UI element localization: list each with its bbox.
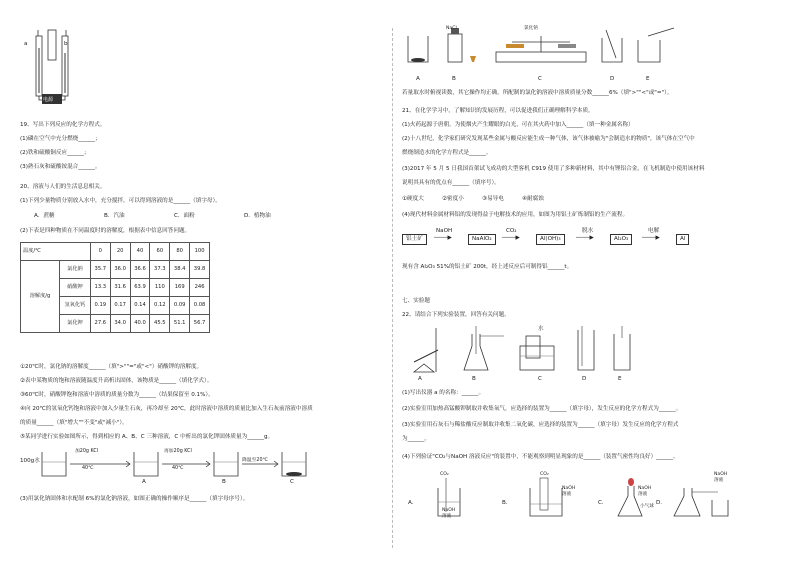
q21-title: 21、在化学学习中，了解知识的发展历程，可以促进我们正确理解科学本质。 — [402, 108, 594, 114]
co2-label-b: CO₂ — [540, 472, 549, 477]
flow-step2: 再加20g KCl — [164, 449, 192, 454]
q22-part3b: 为______。 — [402, 436, 430, 442]
fig-letter-e: E — [646, 76, 650, 82]
table-cell: 0.17 — [110, 297, 130, 315]
substance-name: 氯化钾 — [60, 315, 91, 333]
water-label: 水 — [538, 326, 544, 332]
bottle-label: NaCl — [446, 26, 457, 31]
process-label-electrolysis: 电解 — [648, 228, 660, 234]
co2-option-c: C． — [598, 500, 608, 506]
table-cell: 38.4 — [170, 261, 190, 279]
q20-sub-1: ①20℃时，氯化钠的溶解度______（填">""="或"<"）硝酸钾的溶解度。 — [20, 364, 203, 370]
table-cell: 36.0 — [110, 261, 130, 279]
table-cell: 36.6 — [130, 261, 150, 279]
fig-letter-c: C — [538, 76, 542, 82]
temp-cell: 0 — [90, 243, 110, 261]
table-cell: 0.14 — [130, 297, 150, 315]
q19-item-3: (3)熟石灰和硫酸铵混合______。 — [20, 164, 101, 170]
apparatus-letter-b: B — [472, 376, 476, 382]
fig-letter-a: A — [416, 76, 420, 82]
beaker-label-c: C — [290, 479, 294, 485]
substance-name: 氯化钠 — [60, 261, 91, 279]
q22-part2: (2)实验室用加热高锰酸钾制取并收集氧气，应选择的装置为______（填字母），发生反应的化学方程式为______。 — [402, 406, 682, 412]
q21-option-1: ①硬度大 — [402, 196, 424, 202]
q20-sub-5: ⑤某同学进行实验如图所示，得到相应的 A、B、C 三种溶液，C 中析出的氯化钾固体质量为______g。 — [20, 434, 274, 440]
co2-option-b: B． — [502, 500, 512, 506]
arrow-icon: ────▶ — [502, 235, 520, 241]
temp-cell: 100 — [190, 243, 210, 261]
q20-sub-2: ②表中某物质的饱和溶液随温度升高析出固体，该物质是______（填化学式）。 — [20, 378, 213, 384]
table-cell: 27.6 — [90, 315, 110, 333]
q21-option-2: ②密度小 — [442, 196, 464, 202]
process-node-naalo2: NaAlO₂ — [468, 234, 496, 245]
temp-cell: 40 — [130, 243, 150, 261]
q19-item-2: (2)铁和硫酸铜反应______； — [20, 150, 90, 156]
q20-option-b: B．汽油 — [104, 213, 125, 219]
q21-option-4: ④耐腐蚀 — [522, 196, 544, 202]
temp-cell: 20 — [110, 243, 130, 261]
co2-option-a: A． — [408, 500, 418, 506]
table-cell: 40.0 — [130, 315, 150, 333]
fig-label-a: a — [24, 41, 28, 47]
temp-header: 温度/℃ — [21, 243, 91, 261]
q20-part1: (1)下列少量物质分别放入水中，充分搅拌，可以得到溶液的是______（填字母）。 — [20, 198, 221, 204]
arrow-icon: ────▶ — [434, 235, 452, 241]
apparatus-letter-a: A — [418, 376, 422, 382]
q22-part3a: (3)实验室用石灰石与稀盐酸反应制取并收集二氧化碳，应选择的装置为______（填字母）发生反应的化学方程式 — [402, 422, 679, 428]
q19-title: 19、写出下列反应的化学方程式。 — [20, 122, 106, 128]
q21-tail: 现有含 Al₂O₃ 51%的铝土矿 200t，经上述反应后可制得铝______t。 — [402, 264, 573, 270]
table-cell: 0.12 — [150, 297, 170, 315]
q22-title: 22、请结合下列实验装置，回答有关问题。 — [402, 312, 510, 318]
naoh-label-d: NaOH 溶液 — [714, 472, 728, 483]
solubility-header: 溶解度/g — [21, 261, 60, 333]
table-cell: 34.0 — [110, 315, 130, 333]
flow-step3: 降温至20℃ — [242, 458, 268, 463]
q20-title: 20、溶液与人们的生活息息相关。 — [20, 184, 106, 190]
flow-step1: 加20g KCl — [75, 449, 99, 454]
apparatus-letter-e: E — [618, 376, 622, 382]
q22-part4: (4)下列验证"CO₂与NaOH 溶液反应"的装置中，不能观察到明显现象的是______（装置气密性均良好）______。 — [402, 454, 679, 460]
process-node-aloh3: Al(OH)₃ — [536, 234, 565, 245]
table-cell: 39.8 — [190, 261, 210, 279]
table-row — [21, 243, 210, 261]
apparatus-letter-d: D — [582, 376, 587, 382]
table-cell: 13.3 — [90, 279, 110, 297]
q21-part3b: 说明其具有的优点有______（填序号）。 — [402, 180, 500, 186]
measure-water-line: 若量取水时俯视读数，其它操作均正确，所配制的氯化钠溶液中溶质质量分数______6%（填">""<"或"="）。 — [402, 90, 673, 96]
table-cell: 45.5 — [150, 315, 170, 333]
table-cell: 37.3 — [150, 261, 170, 279]
table-cell: 169 — [170, 279, 190, 297]
beaker-label-b: B — [222, 479, 226, 485]
naoh-label-c: NaOH 溶液 — [638, 486, 652, 497]
table-cell: 51.1 — [170, 315, 190, 333]
co2-label-a: CO₂ — [440, 472, 449, 477]
process-node-bauxite: 铝土矿 — [402, 234, 427, 245]
power-supply-label: 电源 — [43, 97, 54, 103]
column-divider — [392, 28, 393, 548]
table-cell: 31.6 — [110, 279, 130, 297]
naoh-label-b: NaOH 溶液 — [562, 486, 576, 497]
flow-cond2: 40℃ — [172, 466, 184, 471]
substance-name: 硝酸钾 — [60, 279, 91, 297]
fig-label-b: b — [64, 41, 68, 47]
table-cell: 35.7 — [90, 261, 110, 279]
table-row — [21, 261, 210, 279]
solution-prep-figure — [402, 26, 682, 76]
temp-cell: 80 — [170, 243, 190, 261]
q20-option-c: C．面粉 — [174, 213, 195, 219]
table-cell: 110 — [150, 279, 170, 297]
process-node-al: Al — [676, 234, 689, 245]
co2-option-d: D． — [656, 500, 666, 506]
q21-part4: (4)现代材料金属材料铝的发现得益于电解技术的应用，如图为用铝土矿炼制铝的生产流程。 — [402, 212, 629, 218]
balance-label: 氯化钠 — [524, 26, 538, 31]
fig-letter-d: D — [610, 76, 615, 82]
apparatus-letter-c: C — [538, 376, 542, 382]
q21-option-3: ③易导电 — [482, 196, 504, 202]
process-label-naoh: NaOH — [436, 228, 453, 234]
naoh-label-a: NaOH 溶液 — [442, 508, 456, 519]
balloon-label: 小气球 — [640, 504, 654, 509]
q21-part2b: 燃烧制造水的化学方程式是______。 — [402, 150, 492, 156]
fig-letter-b: B — [452, 76, 456, 82]
arrow-icon: ────▶ — [576, 235, 594, 241]
q21-part3a: (3)2017 年 5 月 5 日我国首架试飞成功的大型客机 C919 使用了多种新材料，其中有锂铝合金，在飞机制造中使用该材料 — [402, 166, 705, 172]
q21-part1: (1)火药起源于唐朝。为使烟火产生耀眼的白光，可在其火药中加入______（填一种金属名称） — [402, 122, 634, 128]
substance-name: 氢氧化钙 — [60, 297, 91, 315]
q20-sub-4-cont: 的质量______（填"增大""不变"或"减小"）。 — [20, 420, 128, 426]
q22-part1: (1)写出仪器 a 的名称：______。 — [402, 390, 485, 396]
flow-start-label: 100g水 — [20, 458, 40, 464]
q20-part3: (3)用氯化钠固体和水配制 6%的氯化钠溶液，如图正确的操作顺序是______（填字母序号）。 — [20, 496, 249, 502]
table-cell: 0.09 — [170, 297, 190, 315]
process-label-dehydrate: 脱水 — [582, 228, 594, 234]
table-cell: 63.9 — [130, 279, 150, 297]
table-cell: 246 — [190, 279, 210, 297]
section-7-title: 七、实验题 — [402, 298, 430, 304]
q20-option-a: A．蔗糖 — [34, 213, 55, 219]
electrolysis-apparatus-figure — [28, 28, 78, 108]
q20-option-d: D．植物油 — [244, 213, 271, 219]
q21-part2a: (2)十八世纪，化学家们研究发现某些金属与酸反应能生成一种气体，该气体被喻为"会制造水的物质"，该气体在空气中 — [402, 136, 695, 142]
beaker-label-a: A — [142, 479, 146, 485]
arrow-icon: ────▶ — [642, 235, 660, 241]
q20-sub-4: ④向 20℃的氢氧化钙饱和溶液中加入少量生石灰，再冷却至 20℃，此时溶液中溶质的质量比加入生石灰前溶液中溶质 — [20, 406, 313, 412]
process-label-co2: CO₂ — [506, 228, 517, 234]
table-cell: 0.08 — [190, 297, 210, 315]
table-cell: 56.7 — [190, 315, 210, 333]
flow-cond1: 40℃ — [82, 466, 94, 471]
q20-sub-3: ③60℃时，硝酸钾饱和溶液中溶质的质量分数为______（结果保留至 0.1%）。 — [20, 392, 214, 398]
table-cell: 0.19 — [90, 297, 110, 315]
temp-cell: 60 — [150, 243, 170, 261]
process-node-al2o3: Al₂O₃ — [610, 234, 632, 245]
solubility-table — [20, 242, 210, 333]
q19-item-1: (1)磷在空气中充分燃烧______； — [20, 136, 101, 142]
q20-part2: (2)下表是四种物质在不同温度时的溶解度，根据表中信息回答问题。 — [20, 228, 191, 234]
lab-apparatus-figure — [408, 324, 648, 376]
